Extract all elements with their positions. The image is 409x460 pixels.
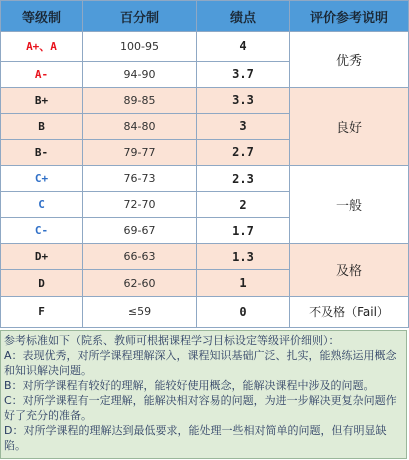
description-pass: 及格 bbox=[290, 244, 409, 296]
percent-cell: 89-85 bbox=[83, 87, 197, 113]
grade-cell: D+ bbox=[1, 244, 83, 270]
description-fail: 不及格（Fail） bbox=[290, 296, 409, 327]
percent-cell: 79-77 bbox=[83, 139, 197, 165]
percent-cell: 100-95 bbox=[83, 32, 197, 62]
gpa-cell: 1.3 bbox=[197, 244, 290, 270]
gpa-cell: 3.3 bbox=[197, 87, 290, 113]
percent-cell: 84-80 bbox=[83, 113, 197, 139]
notes-intro: 参考标准如下（院系、教师可根据课程学习目标设定等级评价细则）： bbox=[4, 334, 340, 347]
gpa-cell: 2.3 bbox=[197, 166, 290, 192]
gpa-cell: 2.7 bbox=[197, 139, 290, 165]
grade-cell: A- bbox=[1, 61, 83, 87]
percent-cell: 69-67 bbox=[83, 218, 197, 244]
grade-cell: C+ bbox=[1, 166, 83, 192]
grade-cell: F bbox=[1, 296, 83, 327]
grade-cell: B- bbox=[1, 139, 83, 165]
percent-cell: 76-73 bbox=[83, 166, 197, 192]
table-header-row bbox=[1, 1, 409, 32]
header-gpa: 绩点 bbox=[197, 1, 290, 32]
table-row bbox=[1, 244, 409, 270]
grade-cell: D bbox=[1, 270, 83, 296]
percent-cell: 72-70 bbox=[83, 192, 197, 218]
description-good: 良好 bbox=[290, 87, 409, 165]
note-d: D：对所学课程的理解达到最低要求，能处理一些相对简单的问题，但有明显缺陷。 bbox=[4, 424, 387, 452]
header-percent: 百分制 bbox=[83, 1, 197, 32]
description-excellent: 优秀 bbox=[290, 32, 409, 88]
gpa-cell: 2 bbox=[197, 192, 290, 218]
gpa-cell: 4 bbox=[197, 32, 290, 62]
note-a: A：表现优秀，对所学课程理解深入，课程知识基础广泛、扎实，能熟练运用概念和知识解决问题。 bbox=[4, 349, 397, 377]
grade-cell: C bbox=[1, 192, 83, 218]
percent-cell: 62-60 bbox=[83, 270, 197, 296]
table-row bbox=[1, 32, 409, 62]
header-description: 评价参考说明 bbox=[290, 1, 409, 32]
note-b: B：对所学课程有较好的理解，能较好使用概念，能解决课程中涉及的问题。 bbox=[4, 379, 375, 392]
table-row bbox=[1, 166, 409, 192]
header-grade: 等级制 bbox=[1, 1, 83, 32]
percent-cell: 66-63 bbox=[83, 244, 197, 270]
percent-cell: ≤59 bbox=[83, 296, 197, 327]
gpa-cell: 1 bbox=[197, 270, 290, 296]
gpa-cell: 0 bbox=[197, 296, 290, 327]
gpa-cell: 1.7 bbox=[197, 218, 290, 244]
note-c: C：对所学课程有一定理解，能解决相对容易的问题，为进一步解决更复杂问题作好了充分的准备。 bbox=[4, 394, 397, 422]
table-row bbox=[1, 296, 409, 327]
grade-cell: B bbox=[1, 113, 83, 139]
gpa-cell: 3 bbox=[197, 113, 290, 139]
reference-notes bbox=[0, 330, 407, 459]
description-average: 一般 bbox=[290, 166, 409, 244]
table-row bbox=[1, 87, 409, 113]
grade-cell: A+、A bbox=[1, 32, 83, 62]
grade-cell: C- bbox=[1, 218, 83, 244]
percent-cell: 94-90 bbox=[83, 61, 197, 87]
grade-cell: B+ bbox=[1, 87, 83, 113]
gpa-cell: 3.7 bbox=[197, 61, 290, 87]
